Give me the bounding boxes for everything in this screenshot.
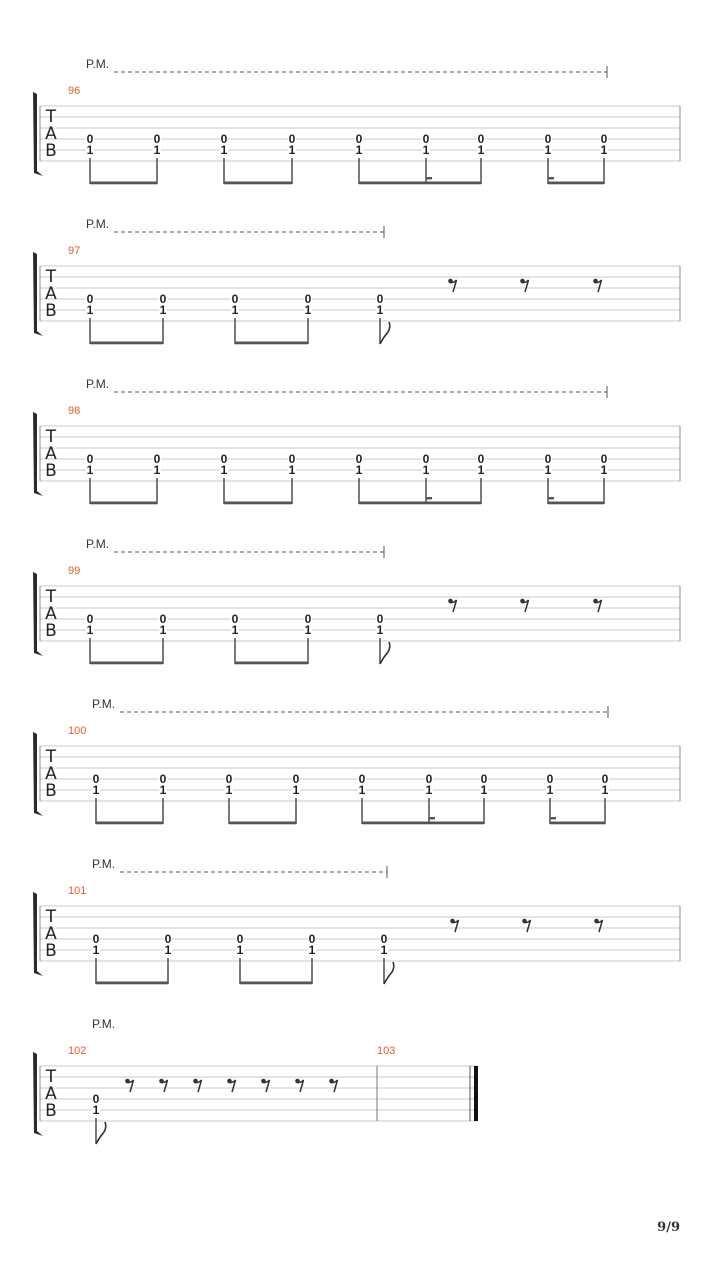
tab-system [33,697,680,824]
measure-number: 102 [68,1045,87,1057]
fret-number: 0 [477,452,485,466]
fret-number: 1 [92,783,100,797]
tab-note [86,452,94,504]
tab-clef-letter-a: A [45,124,57,144]
measure-number: 97 [68,245,81,257]
eighth-rest [329,1079,337,1092]
palm-mute-label: P.M. [92,1017,116,1031]
fret-number: 1 [225,783,233,797]
eighth-rest [593,279,601,292]
tab-clef-letter-a: A [45,924,57,944]
fret-number: 1 [308,943,316,957]
measure-number: 103 [377,1045,396,1057]
tab-clef-letter-b: B [45,1101,57,1121]
beam [229,822,296,825]
beam [235,662,308,665]
fret-number: 1 [544,463,552,477]
eighth-rest [448,599,456,612]
fret-number: 0 [86,292,94,306]
fret-number: 0 [308,932,316,946]
eighth-rest [520,599,528,612]
tab-note [288,132,296,184]
beam [90,502,157,505]
partial-beam [550,817,556,819]
fret-number: 0 [159,612,167,626]
tab-clef-letter-t: T [45,107,57,127]
palm-mute-label: P.M. [92,857,116,871]
tab-note [304,292,312,344]
fret-number: 1 [292,783,300,797]
tab-clef-letter-b: B [45,461,57,481]
tab-note [220,132,228,184]
fret-number: 1 [236,943,244,957]
beam [550,822,605,825]
tab-note [86,292,94,344]
fret-number: 1 [600,463,608,477]
tab-note [600,452,608,504]
tab-clef-letter-t: T [45,587,57,607]
eighth-rest [295,1079,303,1092]
fret-number: 0 [292,772,300,786]
tab-clef-letter-a: A [45,444,57,464]
tab-system [33,537,680,664]
eighth-rest [261,1079,269,1092]
tab-note [422,132,430,184]
tab-clef-letter-b: B [45,781,57,801]
tab-note [86,612,94,664]
note-flag [96,1122,106,1144]
beam [362,822,484,825]
fret-number: 1 [477,463,485,477]
fret-number: 1 [600,143,608,157]
measure-number: 99 [68,565,81,577]
tab-clef-letter-b: B [45,941,57,961]
tab-note [376,292,390,344]
fret-number: 0 [355,132,363,146]
fret-number: 0 [220,452,228,466]
fret-number: 1 [422,463,430,477]
fret-number: 1 [231,623,239,637]
tab-system [33,57,680,184]
fret-number: 1 [86,623,94,637]
fret-number: 0 [358,772,366,786]
fret-number: 0 [422,132,430,146]
tab-note [231,292,239,344]
tab-clef-letter-t: T [45,427,57,447]
tab-note [544,452,552,504]
beam [240,982,312,985]
system-bracket [33,251,43,336]
tab-note [308,932,316,984]
beam [90,662,163,665]
tab-note [601,772,609,824]
fret-number: 0 [600,452,608,466]
fret-number: 0 [355,452,363,466]
tab-note [376,612,390,664]
fret-number: 0 [304,612,312,626]
eighth-rest [593,599,601,612]
tab-note [422,452,430,504]
tab-clef-letter-b: B [45,141,57,161]
fret-number: 1 [153,463,161,477]
tab-note [358,772,366,824]
tab-clef-letter-b: B [45,301,57,321]
eighth-rest [227,1079,235,1092]
fret-number: 1 [92,1103,100,1117]
measure-number: 101 [68,885,87,897]
system-bracket [33,731,43,816]
note-flag [380,642,390,664]
partial-beam [426,497,432,499]
eighth-rest [522,919,530,932]
fret-number: 0 [92,772,100,786]
beam [235,342,308,345]
fret-number: 1 [601,783,609,797]
fret-number: 0 [422,452,430,466]
tab-note [159,612,167,664]
tab-clef-letter-t: T [45,747,57,767]
fret-number: 1 [422,143,430,157]
eighth-rest [448,279,456,292]
fret-number: 1 [376,623,384,637]
tab-note [153,452,161,504]
system-bracket [33,571,43,656]
fret-number: 0 [231,612,239,626]
tab-note [355,132,363,184]
tab-system [33,857,680,984]
fret-number: 0 [601,772,609,786]
beam [548,502,604,505]
tab-note [355,452,363,504]
fret-number: 0 [220,132,228,146]
eighth-rest [193,1079,201,1092]
tab-note [600,132,608,184]
fret-number: 0 [544,132,552,146]
tab-note [288,452,296,504]
eighth-rest [520,279,528,292]
tab-note [159,292,167,344]
beam [359,502,481,505]
tab-system [33,217,680,344]
fret-number: 1 [304,303,312,317]
tab-note [480,772,488,824]
tab-note [477,132,485,184]
fret-number: 0 [480,772,488,786]
fret-number: 1 [304,623,312,637]
fret-number: 0 [380,932,388,946]
fret-number: 1 [153,143,161,157]
fret-number: 0 [425,772,433,786]
palm-mute-label: P.M. [86,57,110,71]
beam [359,182,481,185]
fret-number: 0 [546,772,554,786]
fret-number: 1 [92,943,100,957]
fret-number: 0 [288,132,296,146]
palm-mute-label: P.M. [92,697,116,711]
tab-note [92,1092,106,1144]
measure-number: 100 [68,725,87,737]
fret-number: 0 [544,452,552,466]
fret-number: 0 [86,132,94,146]
system-bracket [33,891,43,976]
beam [90,342,163,345]
fret-number: 0 [86,452,94,466]
fret-number: 0 [231,292,239,306]
fret-number: 0 [376,292,384,306]
tab-note [546,772,554,824]
tab-note [231,612,239,664]
partial-beam [548,177,554,179]
eighth-rest [159,1079,167,1092]
tab-note [92,932,100,984]
fret-number: 1 [159,783,167,797]
note-flag [380,322,390,344]
palm-mute-label: P.M. [86,377,110,391]
fret-number: 0 [288,452,296,466]
fret-number: 0 [164,932,172,946]
fret-number: 1 [288,143,296,157]
fret-number: 1 [86,143,94,157]
fret-number: 0 [92,1092,100,1106]
fret-number: 0 [225,772,233,786]
fret-number: 1 [159,303,167,317]
beam [96,822,163,825]
tab-clef-letter-b: B [45,621,57,641]
note-flag [384,962,394,984]
fret-number: 1 [86,303,94,317]
fret-number: 0 [236,932,244,946]
system-bracket [33,411,43,496]
fret-number: 1 [380,943,388,957]
measure-number: 98 [68,405,81,417]
fret-number: 1 [164,943,172,957]
fret-number: 1 [220,463,228,477]
tab-system [33,377,680,504]
palm-mute-label: P.M. [86,537,110,551]
palm-mute-label: P.M. [86,217,110,231]
tab-note [164,932,172,984]
beam [96,982,168,985]
fret-number: 1 [355,143,363,157]
tab-note [292,772,300,824]
fret-number: 1 [544,143,552,157]
tab-clef-letter-a: A [45,284,57,304]
tab-clef-letter-a: A [45,1084,57,1104]
tab-clef-letter-t: T [45,1067,57,1087]
fret-number: 0 [92,932,100,946]
fret-number: 1 [546,783,554,797]
fret-number: 1 [477,143,485,157]
tab-note [225,772,233,824]
fret-number: 0 [86,612,94,626]
fret-number: 1 [231,303,239,317]
page-number: 9/9 [657,1220,680,1235]
fret-number: 1 [220,143,228,157]
tab-system [33,1017,478,1144]
measure-number: 96 [68,85,81,97]
system-bracket [33,91,43,176]
partial-beam [548,497,554,499]
fret-number: 1 [358,783,366,797]
fret-number: 1 [480,783,488,797]
fret-number: 1 [376,303,384,317]
final-barline-thick [474,1066,478,1121]
fret-number: 0 [159,772,167,786]
fret-number: 0 [304,292,312,306]
fret-number: 0 [159,292,167,306]
eighth-rest [594,919,602,932]
beam [224,182,292,185]
fret-number: 0 [376,612,384,626]
eighth-rest [125,1079,133,1092]
beam [90,182,157,185]
tab-note [544,132,552,184]
partial-beam [426,177,432,179]
fret-number: 1 [86,463,94,477]
tab-note [159,772,167,824]
tab-clef-letter-a: A [45,764,57,784]
fret-number: 1 [288,463,296,477]
fret-number: 1 [355,463,363,477]
tab-note [477,452,485,504]
tab-note [86,132,94,184]
tab-note [153,132,161,184]
beam [548,182,604,185]
tab-note [220,452,228,504]
beam [224,502,292,505]
fret-number: 0 [477,132,485,146]
tab-note [425,772,433,824]
fret-number: 1 [159,623,167,637]
partial-beam [429,817,435,819]
fret-number: 0 [600,132,608,146]
tab-clef-letter-t: T [45,907,57,927]
system-bracket [33,1051,43,1136]
tab-note [236,932,244,984]
fret-number: 1 [425,783,433,797]
tab-clef-letter-a: A [45,604,57,624]
tab-note [92,772,100,824]
fret-number: 0 [153,132,161,146]
tab-clef-letter-t: T [45,267,57,287]
fret-number: 0 [153,452,161,466]
tab-note [304,612,312,664]
eighth-rest [450,919,458,932]
tab-note [380,932,394,984]
